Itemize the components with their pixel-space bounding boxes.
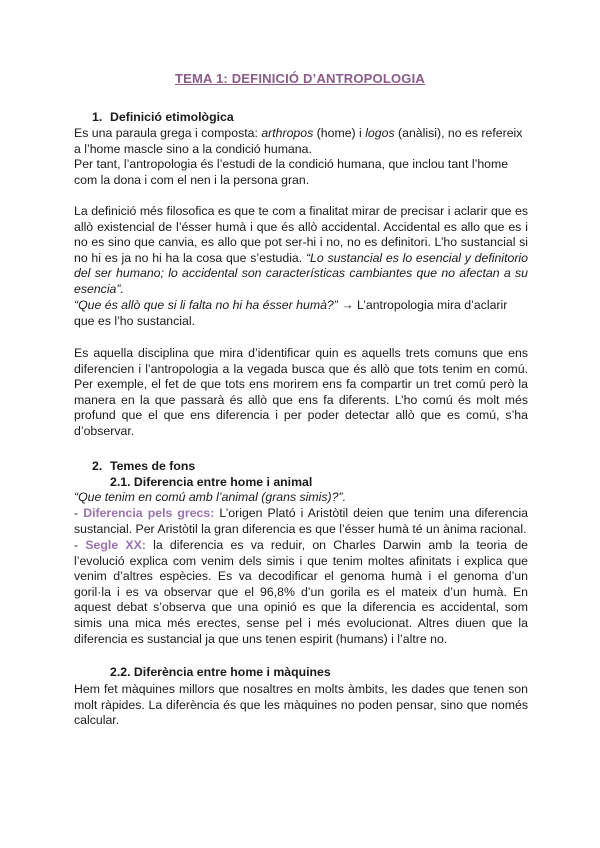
p3-quote: “Lo sustancial es lo esencial y definitorio del ser humano; lo accidental son características cambiantes que no afectan a su esencia”.	[74, 250, 528, 296]
item-label-20th-century: Segle XX:	[85, 538, 146, 552]
p4-text: → L’antropologia mira d’aclarir que es l’ho sustancial.	[74, 298, 508, 328]
paragraph-definition: Per tant, l’antropologia és l’estudi de la condició humana, que inclou tant l’home com la dona i com el nen i la persona gran.	[74, 157, 509, 187]
p4-quote: “Que és allò que si li falta no hi ha ésser humà?”	[74, 298, 338, 312]
p1-text-mid: (home) i	[313, 126, 366, 140]
quote-text: “Que tenim en comú amb l’animal (grans simis)?”.	[74, 490, 346, 504]
item-label-greeks: Diferencia pels grecs:	[83, 506, 215, 520]
item-dash: -	[74, 538, 86, 552]
page-title: TEMA 1: DEFINICIÓ D’ANTROPOLOGIA	[174, 71, 426, 86]
section-1-title: Definició etimològica	[110, 110, 234, 124]
section-2-heading	[92, 459, 528, 475]
paragraph-common-traits: Es aquella disciplina que mira d’identificar quin es aquells trets comuns que ens diferencien i l’antropologia a la vegada busca que és allò que tots tenim en comú. Per exemple, el fet de que tots ens morirem ens fa compartir un tret comú però la manera en la que passarà és allò que ens fa diferents. L’ho comú és molt més profund que el que ens diferencia i per poder detectar allò que es comú, s’ha d’observar.	[74, 346, 528, 438]
subsection-2-1-quote	[74, 490, 528, 506]
item-text-20th-century: la diferencia es va reduir, on Charles Darwin amb la teoria de l’evolució explica com venim dels simis i que tenim moltes afinitats i explica que venim d’altres espècies. Es va decodificar el genoma humà i el genoma d’un goril·la i es va observar que el 96,8% d’un gorila es el mateix d’un humà. En aquest debat s’observa que una opinió es que la diferencia es accidental, som simis una mica més erectes, sense pel i més evolucionat. Altres diuen que la diferencia es sustancial ja que uns tenen espirit (humans) i l’altre no.	[74, 538, 528, 646]
item-text-greeks: L’origen Plató i Aristòtil deien que tenim una diferencia sustancial. Per Aristòtil la gran diferencia es que l’ésser humà té un ànima racional.	[74, 506, 529, 536]
paragraph-philosophical-definition	[74, 204, 528, 298]
section-1-number: 1.	[92, 110, 103, 124]
p1-text-pre: Es una paraula grega i composta:	[74, 126, 262, 140]
paragraph-question	[74, 298, 528, 329]
term-arthropos: arthropos	[261, 126, 314, 140]
section-2-title: Temes de fons	[110, 459, 196, 473]
paragraph-etymology	[74, 126, 528, 157]
list-item-20th-century	[74, 538, 528, 647]
list-item-greeks	[74, 506, 528, 537]
paragraph-machines: Hem fet màquines millors que nosaltres en molts àmbits, les dades que tenen son molt ràpides. La diferència és que les màquines no poden pensar, sino que només calcular.	[74, 682, 528, 728]
p3-text: La definició més filosofica es que te com a finalitat mirar de precisar i aclarir que es allò existencial de l’ésser humà i que és allò accidental. Accidental es allo que es i no es sino que canvia, es allo que pot ser-hi i no, no es definitori. L’ho sustancial si no hi es ja no hi ha la cosa que s’estudia.	[74, 204, 528, 265]
term-logos: logos	[365, 126, 395, 140]
p1-text-post: (anàlisi), no es refereix a l’home mascle sino a la condició humana.	[74, 126, 523, 156]
section-1-heading	[92, 110, 528, 126]
section-2-number: 2.	[92, 459, 103, 473]
item-dash: -	[74, 506, 84, 520]
subsection-2-1-heading: 2.1. Diferencia entre home i animal	[110, 475, 313, 489]
subsection-2-2-heading: 2.2. Diferència entre home i màquines	[110, 665, 331, 679]
